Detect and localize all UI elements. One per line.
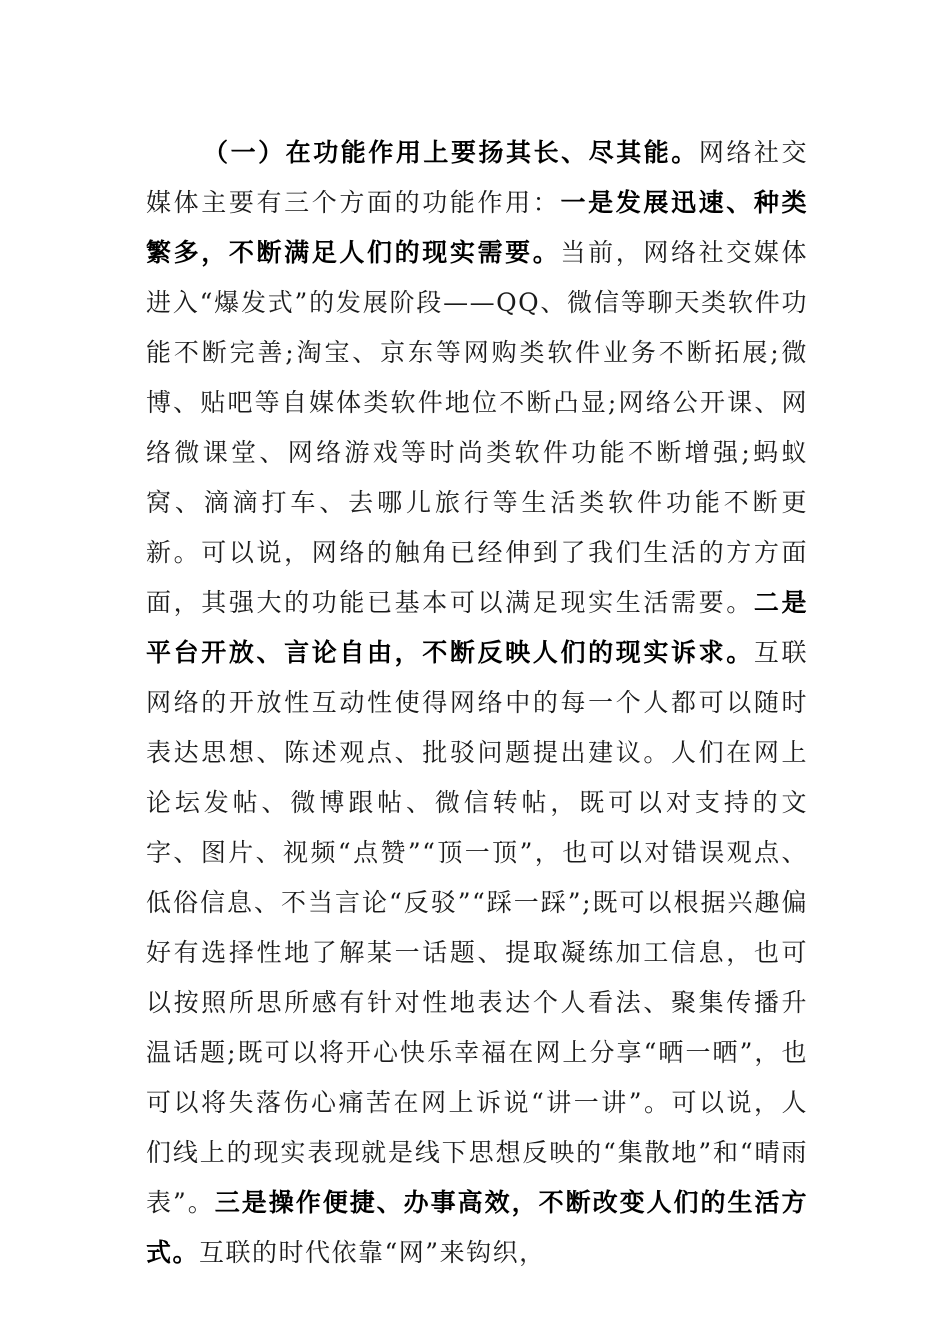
point-three-text: 互联的时代依靠“网”来钩织，	[199, 1238, 546, 1267]
point-three-heading: 三是操作便捷、办事高效，不断改变人们的生活方式。	[146, 1188, 808, 1267]
point-one-text: 当前，网络社交媒体进入“爆发式”的发展阶段——QQ、微信等聊天类软件功能不断完善;淘宝、京东等网购类软件业务不断拓展;微博、贴吧等自媒体类软件地位不断凸显;网络公开课、网络微课堂、网络游戏等时尚类软件功能不断增强;蚂蚁窝、滴滴打车、去哪儿旅行等生活类软件功能不断更新。可以说，网络的触角已经伸到了我们生活的方方面面，其强大的功能已基本可以满足现实生活需要。	[146, 238, 808, 617]
intro-text: 网络社交媒体主要有三个方面的功能作用：	[146, 138, 808, 217]
point-two-text: 互联网络的开放性互动性使得网络中的每一个人都可以随时表达思想、陈述观点、批驳问题提出建议。人们在网上论坛发帖、微博跟帖、微信转帖，既可以对支持的文字、图片、视频“点赞”“顶一顶”，也可以对错误观点、低俗信息、不当言论“反驳”“踩一踩”;既可以根据兴趣偏好有选择性地了解某一话题、提取凝练加工信息，也可以按照所思所感有针对性地表达个人看法、聚集传播升温话题;既可以将开心快乐幸福在网上分享“晒一晒”，也可以将失落伤心痛苦在网上诉说“讲一讲”。可以说，人们线上的现实表现就是线下思想反映的“集散地”和“晴雨表”。	[146, 638, 808, 1217]
section-heading: （一）在功能作用上要扬其长、尽其能。	[202, 138, 699, 167]
point-two-heading: 二是平台开放、言论自由，不断反映人们的现实诉求。	[146, 588, 808, 667]
body-paragraph	[146, 128, 808, 1278]
point-one-heading: 一是发展迅速、种类繁多，不断满足人们的现实需要。	[146, 188, 808, 267]
